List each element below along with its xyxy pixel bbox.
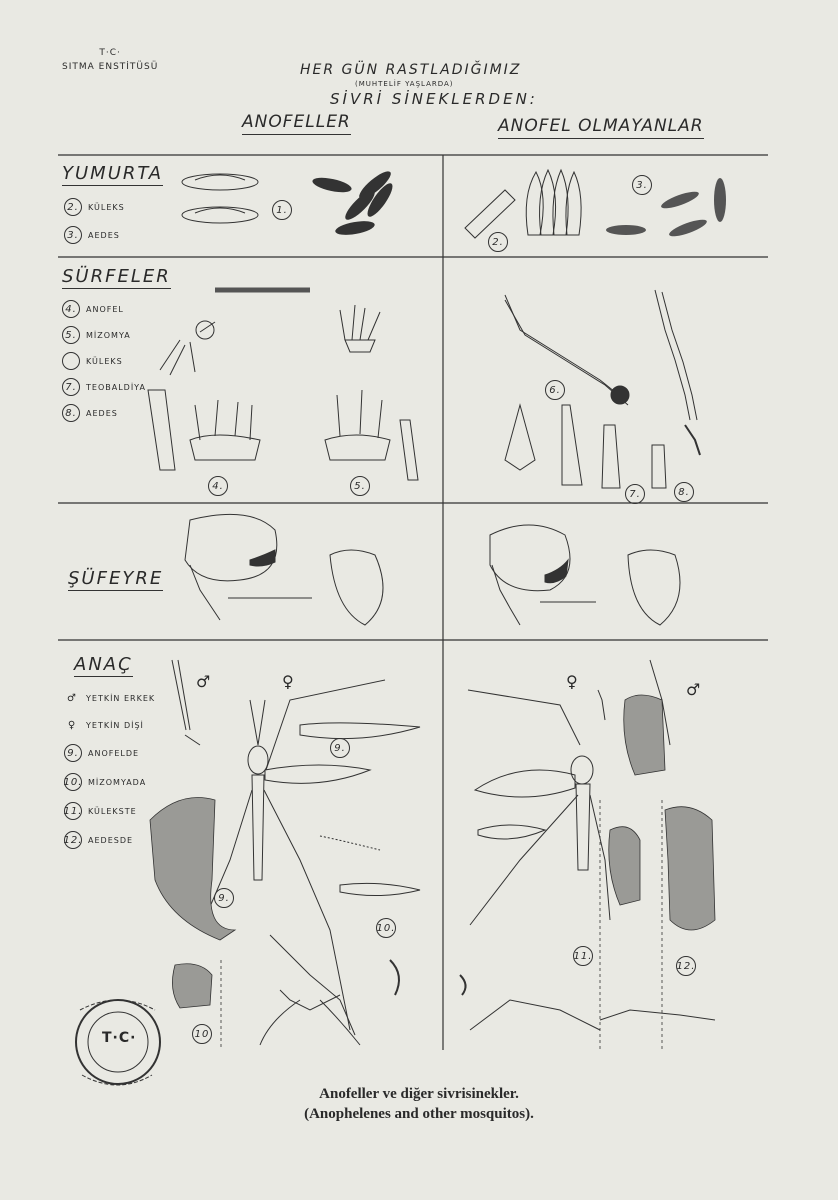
female-symbol-label-right: ♀: [566, 672, 579, 691]
legend-label: MİZOMYADA: [88, 777, 147, 787]
institute-line-1: T·C·: [99, 48, 121, 58]
figure-number: 5.: [350, 476, 370, 496]
caption-line-2: (Anophelenes and other mosquitos).: [304, 1106, 534, 1122]
female-symbol: ♀: [67, 719, 77, 731]
male-symbol-label: ♂: [196, 672, 212, 691]
legend-label: AEDES: [86, 408, 118, 418]
legend-label: TEOBALDİYA: [86, 382, 146, 392]
institute-label: [62, 46, 158, 74]
legend-item: [64, 744, 155, 762]
legend-label: AEDES: [88, 230, 120, 240]
institute-line-2: SITMA ENSTİTÜSÜ: [62, 62, 159, 72]
legend-item: [64, 773, 155, 791]
title-line-2: (MUHTELİF YAŞLARDA): [355, 80, 454, 88]
culex-pupa-drawing: [490, 525, 680, 625]
legend-item: [64, 198, 125, 216]
figure-number: 10: [192, 1024, 212, 1044]
culex-eggs-drawing: [465, 170, 581, 238]
section-title-eggs: YUMURTA: [62, 163, 164, 184]
figure-number: 10.: [376, 918, 396, 938]
legend-item: [62, 326, 146, 344]
legend-item: [64, 226, 125, 244]
legend-item: [64, 717, 155, 733]
section-title-pupae: ŞÜFEYRE: [68, 568, 164, 589]
legend-label: MİZOMYA: [86, 330, 131, 340]
male-symbol: ♂: [67, 692, 77, 704]
legend-label: ANOFELDE: [88, 748, 140, 758]
figure-number: 1.: [272, 200, 292, 220]
figure-number: 6.: [545, 380, 565, 400]
caption-line-1: Anofeller ve diğer sivrisinekler.: [319, 1086, 519, 1102]
legend-marker: 4.: [62, 300, 80, 318]
male-symbol-label-right: ♂: [686, 680, 702, 699]
legend-label: KÜLEKSTE: [88, 806, 137, 816]
anopheles-larva-drawing: [148, 290, 418, 480]
legend-label: KÜLEKS: [86, 356, 123, 366]
legend-item: [62, 378, 146, 396]
title-line-3: SİVRİ SİNEKLERDEN:: [330, 90, 538, 108]
figure-number: 7.: [625, 484, 645, 504]
legend-marker: 9.: [64, 744, 82, 762]
legend-item: [62, 300, 146, 318]
legend-larvae: [62, 300, 146, 422]
column-heading-left: ANOFELLER: [242, 112, 351, 135]
legend-item: [64, 802, 155, 820]
legend-marker: 2.: [64, 198, 82, 216]
legend-marker: [62, 352, 80, 370]
figure-number: 4.: [208, 476, 228, 496]
section-title-larvae: SÜRFELER: [62, 266, 171, 287]
culex-larva-drawing: [505, 290, 700, 488]
legend-adults: [64, 690, 155, 849]
guide-lines: [221, 800, 662, 1050]
legend-eggs: [64, 198, 125, 244]
section-title-adults: ANAÇ: [74, 654, 133, 675]
figure-number: 11.: [573, 946, 593, 966]
figure-number: 8.: [674, 482, 694, 502]
grid-lines: [58, 155, 768, 1050]
figure-number: 2.: [488, 232, 508, 252]
legend-marker: 7.: [62, 378, 80, 396]
legend-item: [64, 831, 155, 849]
legend-label: KÜLEKS: [88, 202, 125, 212]
female-symbol-label: ♀: [282, 672, 295, 691]
anopheles-egg-cluster: [311, 168, 396, 238]
aedes-eggs-drawing: [606, 178, 726, 240]
legend-marker: 11.: [64, 802, 82, 820]
figure-number: 12.: [676, 956, 696, 976]
legend-marker: 8.: [62, 404, 80, 422]
legend-item: [62, 404, 146, 422]
legend-label: YETKİN ERKEK: [86, 693, 156, 703]
anopheles-pupa-drawing: [185, 514, 383, 625]
legend-label: YETKİN DİŞİ: [86, 720, 144, 730]
column-heading-right: ANOFEL OLMAYANLAR: [498, 116, 704, 139]
anopheles-resting-drawing: [260, 935, 399, 1045]
figure-number: 3.: [632, 175, 652, 195]
legend-marker: 12.: [64, 831, 82, 849]
legend-marker: 3.: [64, 226, 82, 244]
legend-item: [64, 690, 155, 706]
stamp-text: T·C·: [102, 1030, 137, 1046]
title-line-1: HER GÜN RASTLADIĞIMIZ: [300, 62, 522, 78]
anopheles-eggs-drawing: [182, 174, 258, 223]
legend-label: AEDESDE: [88, 835, 134, 845]
legend-marker: 5.: [62, 326, 80, 344]
legend-marker: 10.: [64, 773, 82, 791]
legend-item: [62, 352, 146, 370]
figure-number: 9.: [330, 738, 350, 758]
legend-label: ANOFEL: [86, 304, 124, 314]
caption: [0, 1084, 838, 1124]
figure-number: 9.: [214, 888, 234, 908]
